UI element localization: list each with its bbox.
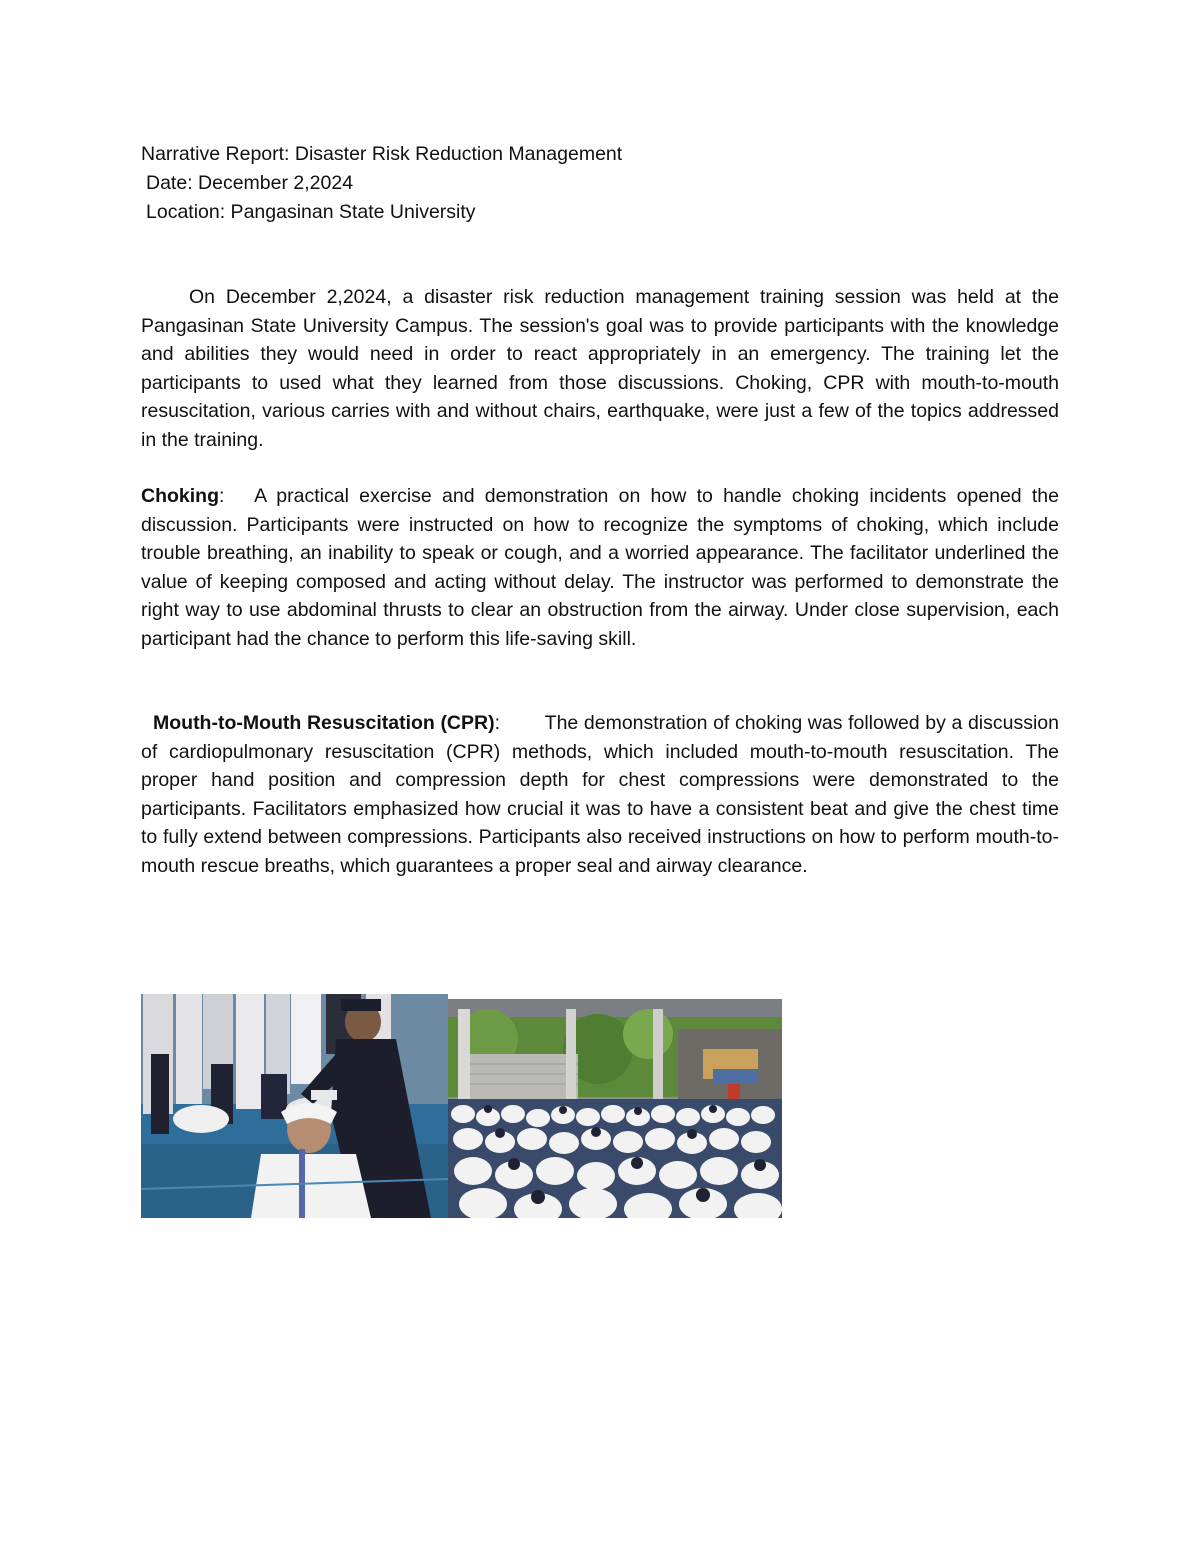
choking-text: A practical exercise and demonstration on how to handle choking incidents opened the discussion. Participants were instructed on how to recognize the symptoms of choking, which include trouble breathing, an inability to speak or cough, and a worried appearance. The facilitator underlined the value of keeping composed and acting without delay. The instructor was performed to demonstrate the right way to use abdominal thrusts to clear an obstruction from the airway. Under close supervision, each participant had the chance to perform this life-saving skill. (141, 485, 1060, 650)
report-location: Location: Pangasinan State University (146, 201, 476, 223)
cpr-text: The demonstration of choking was followed by a discussion of cardiopulmonary resuscitation (CPR) methods, which included mouth-to-mouth resuscitation. The proper hand position and compression depth for chest compressions were demonstrated to the participants. Facilitators emphasized how crucial it was to have a consistent beat and give the chest time to fully extend between compressions. Participants also received instructions on how to perform mouth-to-mouth rescue breaths, which guarantees a proper seal and airway clearance. (141, 712, 1059, 877)
choking-separator: : (219, 485, 225, 507)
report-title: Narrative Report: Disaster Risk Reduction Management (141, 143, 623, 165)
cpr-separator: : (494, 712, 501, 734)
cpr-heading: Mouth-to-Mouth Resuscitation (CPR) (153, 712, 495, 734)
cpr-paragraph (141, 709, 1059, 881)
choking-heading: Choking (141, 485, 219, 507)
report-header (141, 140, 1061, 227)
intro-paragraph: On December 2,2024, a disaster risk reduction management training session was held at the Pangasinan State University Campus. The session's goal was to provide participants with the knowledge and abilities they would need in order to react appropriately in an emergency. The training let the participants to used what they learned from those discussions. Choking, CPR with mouth-to-mouth resuscitation, various carries with and without chairs, earthquake, were just a few of the topics addressed in the training. (141, 286, 1059, 451)
choking-paragraph (141, 482, 1059, 654)
earthquake-drill-photo (448, 999, 782, 1218)
choking-demonstration-photo (141, 994, 448, 1218)
report-date: Date: December 2,2024 (146, 172, 354, 194)
